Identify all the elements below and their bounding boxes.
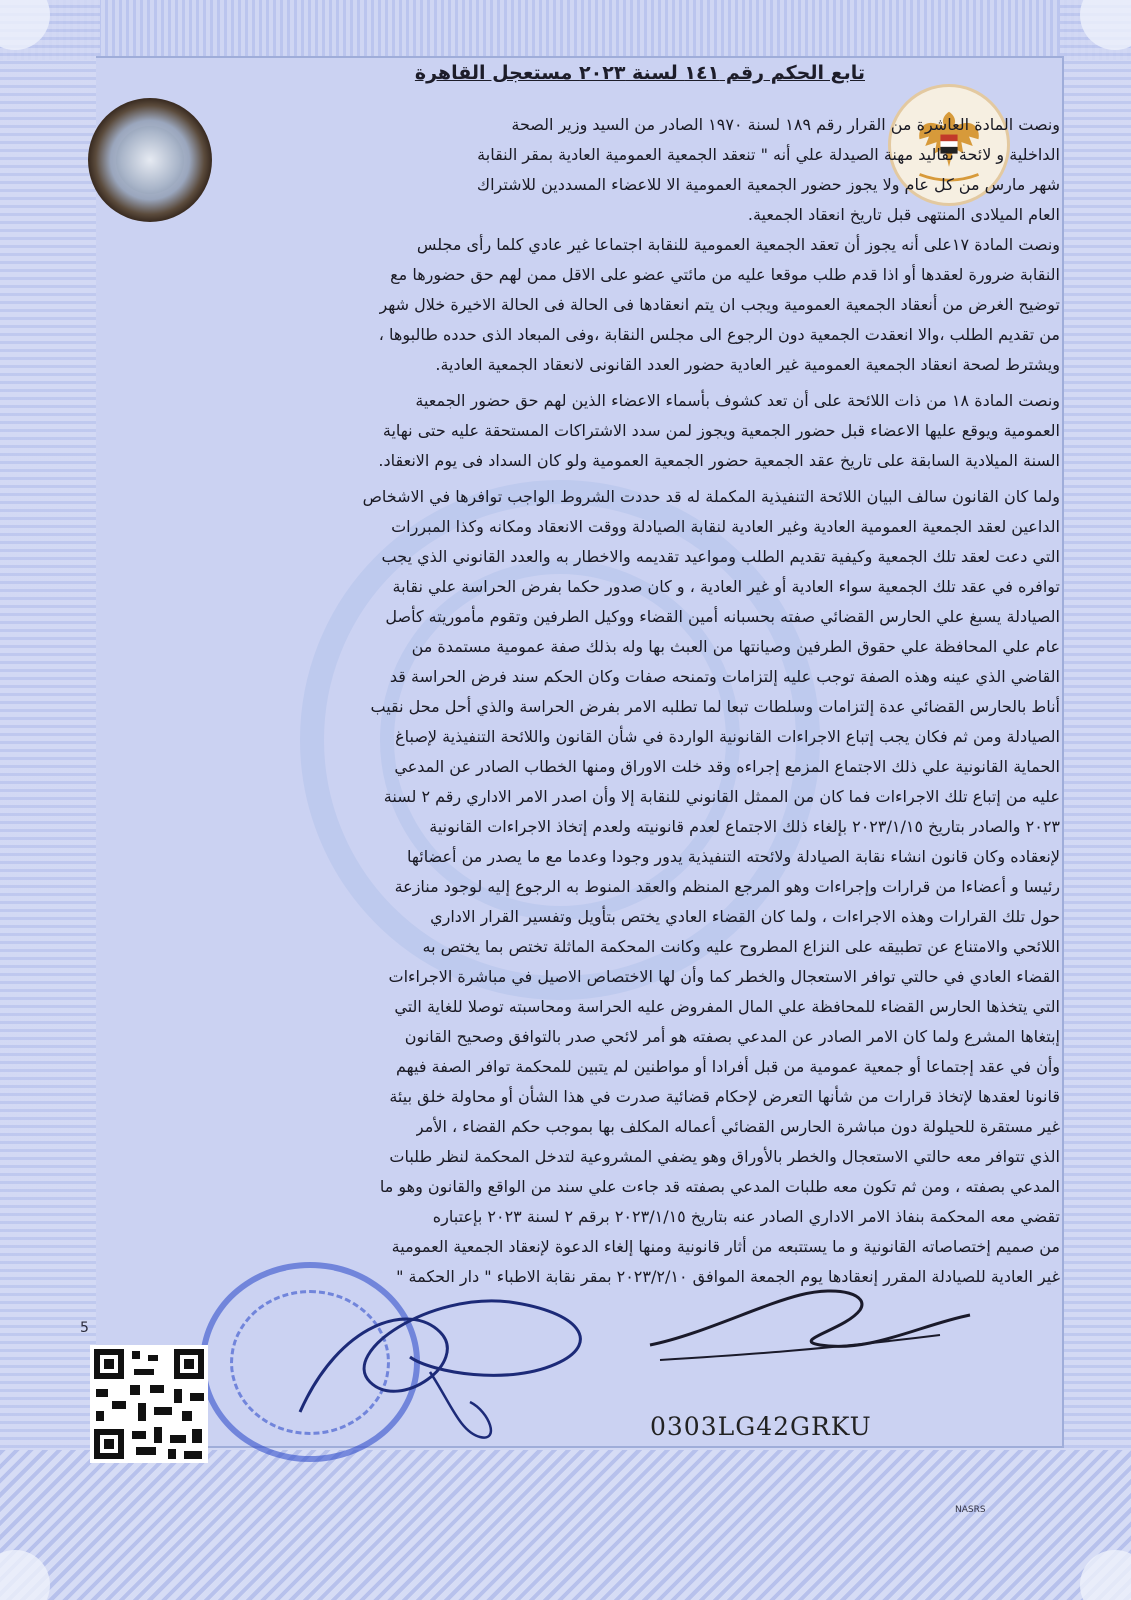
text-line: إبتغاها المشرع ولما كان الامر الصادر عن المدعي بصفته هو أمر لائحي صدر بالتوافق وصحيح القانون xyxy=(404,1027,1060,1046)
guilloche-border-left xyxy=(0,0,100,1600)
text-line: توضيح الغرض من أنعقاد الجمعية العمومية ويجب ان يتم انعقادها فى الحالة فى الحالة الاخيرة خلال شهر xyxy=(379,295,1060,314)
text-line: توافره في عقد تلك الجمعية سواء العادية أو غير العادية ، و كان صدور حكما بفرض الحراسة علي نقابة xyxy=(392,577,1060,596)
text-line: من صميم إختصاصاته القانونية و ما يستتبعه من أثار قانونية ومنها إلغاء الدعوة لإنعقاد الجمعية العمومية xyxy=(391,1237,1060,1256)
text-line: شهر مارس من كل عام ولا يجوز حضور الجمعية العمومية الا للاعضاء المسددين للاشتراك xyxy=(476,175,1060,194)
text-line: الحماية القانونية علي ذلك الاجتماع المزمع إجراءه وقد خلت الاوراق ومنها الخطاب الصادر عن المدعي xyxy=(394,757,1060,776)
text-line: ٢٠٢٣ والصادر بتاريخ ٢٠٢٣/١/١٥ بإلغاء ذلك الاجتماع لعدم قانونيته ولعدم إتخاذ الاجراءات القانونية xyxy=(429,817,1060,836)
text-line: غير مستقرة للحيلولة دون مباشرة الحارس القضائي أعماله المكلف بها بموجب حكم القضاء ، الأمر xyxy=(415,1117,1060,1136)
text-line: ويشترط لصحة انعقاد الجمعية العمومية غير العادية حضور العدد القانونى لانعقاد الجمعية العادية. xyxy=(435,355,1060,374)
text-line: من تقديم الطلب ،والا انعقدت الجمعية دون الرجوع الى مجلس النقابة ،وفى المبعاد الذى حدده طالبوها ، xyxy=(378,325,1060,344)
text-line: المدعي بصفته ، ومن ثم تكون معه طلبات المدعي بصفته قد جاءت علي سند من الواقع والقانون وهو ما xyxy=(379,1177,1060,1196)
text-line: تقضي معه المحكمة بنفاذ الامر الاداري الصادر عنه بتاريخ ٢٠٢٣/١/١٥ برقم ٢ لسنة ٢٠٢٣ بإعتباره xyxy=(432,1207,1060,1226)
text-line: ونصت المادة ١٧على أنه يجوز أن تعقد الجمعية العمومية للنقابة اجتماعا غير عادي كلما رأى مجلس xyxy=(416,235,1060,254)
text-line: عليه من إتباع تلك الاجراءات فما كان من الممثل القانوني للنقابة إلا وأن اصدر الامر الاداري رقم ٢ لسنة xyxy=(383,787,1060,806)
signature-left xyxy=(280,1262,620,1452)
text-line: رئيسا و أعضاءا من قرارات وإجراءات وهو المرجع المنظم والعقد المنوط به الرجوع إليه لوجود منازعة xyxy=(394,877,1060,896)
qr-code xyxy=(90,1345,208,1463)
frame-line xyxy=(96,56,1064,58)
text-line: القضاء العادي في حالتي توافر الاستعجال والخطر كما وأن لها الاختصاص الاصيل في مباشرة الاجراءات xyxy=(388,967,1060,986)
text-line: العام الميلادى المنتهى قبل تاريخ انعقاد الجمعية. xyxy=(747,205,1060,224)
text-line: قانونا لعقدها لإتخاذ قرارات من شأنها التعرض لإحكام قضائية صدرت في هذا الشأن أو محاولة خلق بيئة xyxy=(389,1087,1060,1106)
text-line: ونصت المادة العاشرة من القرار رقم ١٨٩ لسنة ١٩٧٠ الصادر من السيد وزير الصحة xyxy=(511,115,1060,134)
guilloche-border-right xyxy=(1060,0,1131,1600)
text-line: الصيادلة يسبغ علي الحارس القضائي صفته بحسبانه أمين القضاء ووكيل الطرفين وتقوم مأموريته كأصل xyxy=(385,607,1060,626)
text-line: الذي تتوافر معه حالتي الاستعجال والخطر بالأوراق وهو يضفي المشروعية لتدخل المحكمة لنظر طلبات xyxy=(389,1147,1060,1166)
footer-mark: NASRS xyxy=(955,1505,986,1515)
text-line: التي يتخذها الحارس القضاء للمحافظة علي المال المفروض عليه الحراسة ومحاسبته توصلا للغاية التي xyxy=(394,997,1060,1016)
signature-right xyxy=(640,1265,980,1375)
document-body xyxy=(96,100,1060,1310)
text-line: الصيادلة ومن ثم فكان يجب إتباع الاجراءات القانونية الواردة في شأن القانون واللائحة التنفيذية لإصباغ xyxy=(395,727,1060,746)
text-line: الداعين لعقد الجمعية العمومية العادية وغير العادية لنقابة الصيادلة ووقت الانعقاد ومكانه وكذا المبررات xyxy=(391,517,1060,536)
text-line: ولما كان القانون سالف البيان اللائحة التنفيذية المكملة له قد حددت الشروط الواجب توافرها في الاشخاص xyxy=(362,487,1060,506)
text-line: الداخلية و لائحة تقاليد مهنة الصيدلة علي أنه " تنعقد الجمعية العمومية العادية بمقر النقابة xyxy=(477,145,1060,164)
text-line: القاضي الذي عينه وهذه الصفة توجب عليه إلتزامات وتمنحه صفات وكان الحكم سند فرض الحراسة قد xyxy=(389,667,1060,686)
document-code: 0303LG42GRKU xyxy=(650,1412,872,1441)
text-line: لإنعقاده وكان قانون انشاء نقابة الصيادلة ولائحته التنفيذية يدور وجودا وعدما مع ما يصدر من أعضائها xyxy=(407,847,1060,866)
text-line: وأن في عقد إجتماعا أو جمعية عمومية من قبل أفرادا أو مواطنين لم يتبين للمحكمة توافر الصفة فيهم xyxy=(396,1057,1060,1076)
text-line: عام علي المحافظة علي حقوق الطرفين وصيانتها من العبث بها وله بذلك صفة عمومية مستمدة من xyxy=(411,637,1060,656)
text-line: حول تلك القرارات وهذه الاجراءات ، ولما كان القضاء العادي يختص بتأويل وتفسير القرار الاداري xyxy=(430,907,1060,926)
text-line: ونصت المادة ١٨ من ذات اللائحة على أن تعد كشوف بأسماء الاعضاء الذين لهم حق حضور الجمعية xyxy=(415,391,1060,410)
guilloche-border-top xyxy=(0,0,1131,60)
text-line: العمومية ويوقع عليها الاعضاء قبل حضور الجمعية ويجوز لمن سدد الاشتراكات المستحقة عليه حتى نهاية xyxy=(382,421,1060,440)
text-line: السنة الميلادية السابقة على تاريخ عقد الجمعية حضور الجمعية العمومية ولو كان السداد فى يوم الانعقاد. xyxy=(378,451,1060,470)
text-line: اللائحي والامتناع عن تطبيقه على النزاع المطروح عليه وكانت المحكمة الماثلة تختص بما يختص به xyxy=(422,937,1060,956)
page-number: 5 xyxy=(80,1320,89,1336)
text-line: النقابة ضرورة لعقدها أو اذا قدم طلب موقعا عليه من مائتي عضو على الاقل ممن لهم حق حضورها مع xyxy=(390,265,1060,284)
text-line: أناط بالحارس القضائي عدة إلتزامات وسلطات تبعا لما تطلبه الامر بفرض الحراسة والذي أحل محل نقيب xyxy=(370,697,1060,716)
guilloche-border-bottom xyxy=(0,1450,1131,1600)
page-title: تابع الحكم رقم ١٤١ لسنة ٢٠٢٣ مستعجل القاهرة xyxy=(414,62,865,84)
text-line: التي دعت لعقد تلك الجمعية وكيفية تقديم الطلب ومواعيد تقديمه والاخطار به والعدد القانوني الذي يجب xyxy=(381,547,1060,566)
frame-line xyxy=(1062,56,1064,1448)
text-line: غير العادية للصيادلة المقرر إنعقادها يوم الجمعة الموافق ٢٠٢٣/٢/١٠ بمقر نقابة الاطباء " دار الحكمة " xyxy=(396,1267,1060,1286)
